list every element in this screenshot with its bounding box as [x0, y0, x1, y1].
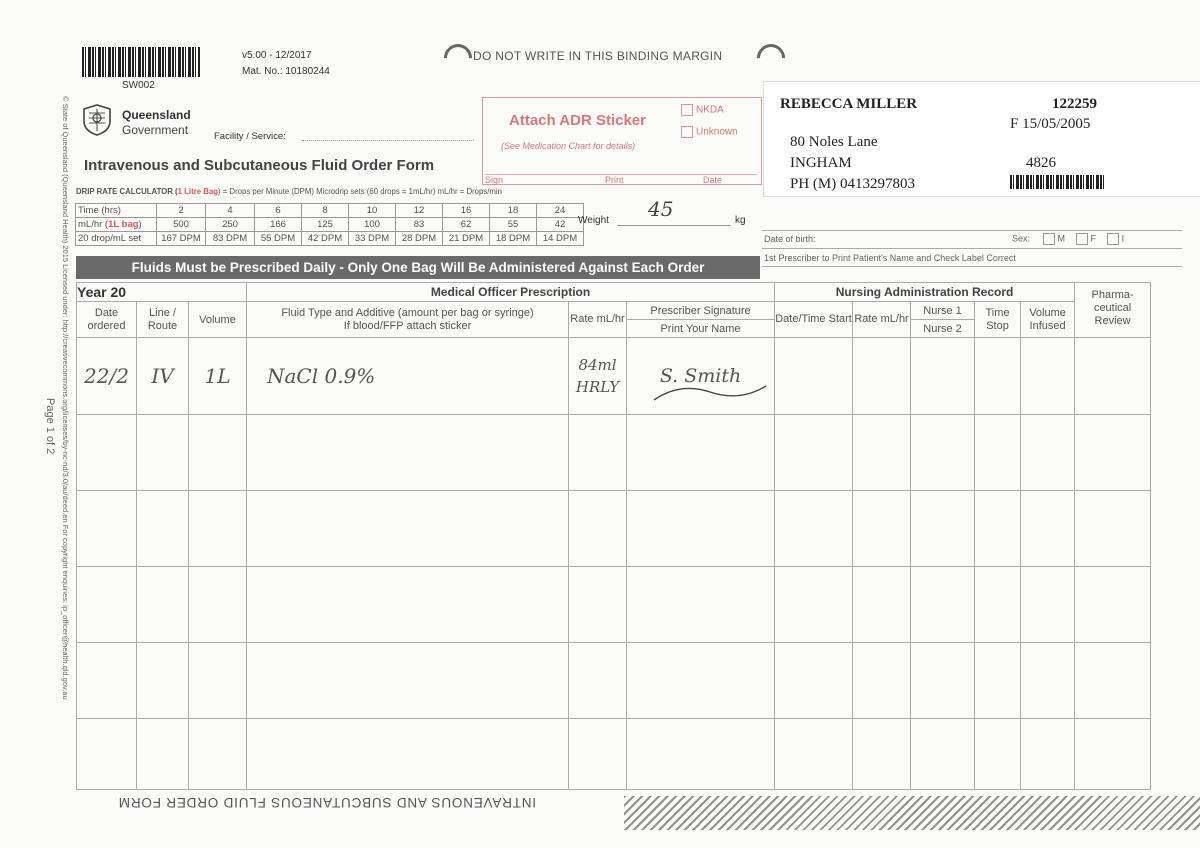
label-area-line-3: [762, 266, 1182, 267]
sex-m-label: M: [1057, 233, 1066, 244]
sex-i-box-icon[interactable]: [1107, 233, 1119, 245]
sex-label: Sex:: [1012, 233, 1031, 244]
order-fluid[interactable]: [247, 719, 569, 790]
drip-mlhr-cell: 42: [537, 218, 584, 232]
order-nurse-rate[interactable]: [853, 338, 911, 415]
order-nurses[interactable]: [911, 491, 975, 567]
binding-margin-text: DO NOT WRITE IN THIS BINDING MARGIN: [473, 49, 723, 63]
drip-hours-cell: 10: [349, 204, 396, 218]
nkda-box-icon: [681, 104, 693, 116]
drip-mlhr-label-a: mL/hr (: [78, 219, 109, 230]
drip-caption: [76, 187, 502, 196]
order-vol-infused[interactable]: [1021, 491, 1075, 567]
binding-arc-left-icon: [438, 38, 478, 78]
patient-name: REBECCA MILLER: [780, 96, 918, 112]
order-start[interactable]: [775, 491, 853, 567]
col-nurse-1: Nurse 1: [911, 302, 975, 320]
order-rate[interactable]: [569, 643, 627, 719]
col-fluid-type: Fluid Type and Additive (amount per bag or syringe) If blood/FFP attach sticker: [247, 302, 569, 338]
form-barcode: [82, 47, 200, 77]
binding-arc-right-icon: [751, 38, 791, 78]
order-date[interactable]: [77, 719, 137, 790]
page-number: Page 1 of 2: [44, 398, 56, 455]
order-fluid[interactable]: NaCl 0.9%: [247, 338, 569, 415]
adr-date-label: Date: [703, 175, 723, 185]
order-pharma[interactable]: [1075, 338, 1151, 415]
order-vol-infused[interactable]: [1021, 415, 1075, 491]
col-date-time-start: Date/Time Start: [775, 302, 853, 338]
gov-name-1: Queensland: [122, 108, 191, 122]
unknown-checkbox[interactable]: [681, 126, 738, 138]
patient-id: 122259: [1052, 96, 1097, 112]
binding-hatch-pattern: [624, 796, 1200, 830]
order-stop[interactable]: [975, 491, 1021, 567]
order-nurse-rate[interactable]: [853, 643, 911, 719]
drip-rate-table: [75, 203, 584, 246]
order-fluid[interactable]: [247, 567, 569, 643]
dob-label: Date of birth:: [764, 234, 816, 244]
fluid-order-table: [76, 282, 1151, 790]
order-route[interactable]: [137, 415, 189, 491]
signature-scribble-icon: [650, 352, 770, 408]
queensland-crest-icon: [80, 103, 114, 137]
col-volume: Volume: [189, 302, 247, 338]
weight-label: Weight: [578, 215, 609, 226]
order-row: [77, 719, 1151, 790]
order-nurse-rate[interactable]: [853, 415, 911, 491]
drip-hours-cell: 4: [206, 204, 255, 218]
drip-label-dpm: 20 drop/mL set: [76, 232, 157, 246]
sex-m-box-icon[interactable]: [1043, 233, 1055, 245]
nursing-record-header: Nursing Administration Record: [775, 283, 1075, 302]
order-vol-infused[interactable]: [1021, 338, 1075, 415]
order-date[interactable]: [77, 415, 137, 491]
order-fluid[interactable]: [247, 415, 569, 491]
col-nurse-2: Nurse 2: [911, 320, 975, 338]
order-rate[interactable]: [569, 415, 627, 491]
drip-dpm-cell: 18 DPM: [490, 232, 537, 246]
facility-field[interactable]: [302, 140, 474, 141]
order-start[interactable]: [775, 643, 853, 719]
sex-field[interactable]: [1012, 233, 1124, 245]
order-vol-infused[interactable]: [1021, 643, 1075, 719]
order-rate[interactable]: [569, 567, 627, 643]
adr-print-label: Print: [605, 175, 624, 185]
unknown-label: Unknown: [696, 126, 738, 138]
order-signature[interactable]: [627, 415, 775, 491]
nkda-label: NKDA: [696, 104, 724, 116]
order-route[interactable]: [137, 719, 189, 790]
drip-row-dpm: [76, 232, 584, 246]
order-signature[interactable]: [627, 643, 775, 719]
order-nurses[interactable]: [911, 338, 975, 415]
order-nurses[interactable]: [911, 567, 975, 643]
drip-label-hours: Time (hrs): [76, 204, 157, 218]
patient-city: INGHAM: [790, 155, 852, 171]
order-vol-infused[interactable]: [1021, 719, 1075, 790]
label-area-line-2: [762, 248, 1182, 249]
order-row: [77, 491, 1151, 567]
order-fluid[interactable]: [247, 643, 569, 719]
drip-dpm-cell: 14 DPM: [537, 232, 584, 246]
patient-sex-dob: F 15/05/2005: [1010, 116, 1091, 132]
weight-value: 45: [648, 197, 674, 221]
order-rate[interactable]: [569, 719, 627, 790]
order-nurse-rate[interactable]: [853, 491, 911, 567]
patient-postcode: 4826: [1026, 155, 1056, 171]
col-rate: Rate mL/hr: [569, 302, 627, 338]
drip-mlhr-cell: 83: [396, 218, 443, 232]
form-code: SW002: [122, 80, 155, 91]
order-volume[interactable]: [189, 491, 247, 567]
drip-mlhr-cell: 500: [157, 218, 206, 232]
order-nurse-rate[interactable]: [853, 567, 911, 643]
order-volume[interactable]: [189, 643, 247, 719]
order-stop[interactable]: [975, 643, 1021, 719]
order-start[interactable]: [775, 567, 853, 643]
drip-hours-cell: 8: [302, 204, 349, 218]
order-volume[interactable]: [189, 415, 247, 491]
order-date[interactable]: 22/2: [77, 338, 137, 415]
medical-officer-header: Medical Officer Prescription: [247, 283, 775, 302]
col-line-route: Line / Route: [137, 302, 189, 338]
order-signature[interactable]: [627, 491, 775, 567]
order-pharma[interactable]: [1075, 567, 1151, 643]
order-start[interactable]: [775, 338, 853, 415]
order-date[interactable]: [77, 643, 137, 719]
drip-dpm-cell: 33 DPM: [349, 232, 396, 246]
year-label: Year 20: [77, 283, 247, 302]
col-prescriber-signature: Prescriber Signature: [627, 302, 775, 320]
order-signature[interactable]: [627, 567, 775, 643]
drip-caption-red: 1 Litre Bag: [177, 187, 218, 196]
daily-prescribe-banner: Fluids Must be Prescribed Daily - Only One Bag Will Be Administered Against Each Order: [76, 256, 760, 279]
order-pharma[interactable]: [1075, 643, 1151, 719]
copyright-side-text: © State of Queensland (Queensland Health) 2015 Licensed under: http://creativecommons.org/licenses/by-nc-nd/3.0/au/deed.en For copyright enquiries: ip_officer@health.qld.gov.au: [61, 96, 70, 700]
adr-note: (See Medication Chart for details): [501, 141, 636, 151]
col-print-name: Print Your Name: [627, 320, 775, 338]
drip-dpm-cell: 28 DPM: [396, 232, 443, 246]
drip-row-hours: [76, 204, 584, 218]
order-date[interactable]: [77, 491, 137, 567]
drip-mlhr-label-b: ): [138, 219, 142, 230]
col-date-ordered: Date ordered: [77, 302, 137, 338]
order-date[interactable]: [77, 567, 137, 643]
drip-caption-b: ) = Drops per Minute (DPM) Microdrip sets (60 drops = 1mL/hr) mL/hr = Drops/min: [217, 187, 502, 196]
drip-dpm-cell: 83 DPM: [206, 232, 255, 246]
patient-address: 80 Noles Lane: [790, 134, 878, 150]
patient-phone: PH (M) 0413297803: [790, 176, 916, 192]
order-nurse-rate[interactable]: [853, 719, 911, 790]
drip-hours-cell: 24: [537, 204, 584, 218]
pharma-review-header: Pharma-ceutical Review: [1075, 283, 1151, 338]
sex-f-box-icon[interactable]: [1076, 233, 1088, 245]
drip-dpm-cell: 21 DPM: [443, 232, 490, 246]
order-row: [77, 415, 1151, 491]
sex-i-label: I: [1121, 233, 1125, 244]
order-route[interactable]: [137, 491, 189, 567]
form-title: Intravenous and Subcutaneous Fluid Order Form: [84, 157, 435, 174]
adr-sign-label: Sign: [485, 175, 504, 185]
order-stop[interactable]: [975, 415, 1021, 491]
drip-caption-a: DRIP RATE CALCULATOR (: [76, 187, 178, 196]
order-rate[interactable]: [569, 491, 627, 567]
drip-mlhr-cell: 125: [302, 218, 349, 232]
order-row: [77, 643, 1151, 719]
drip-mlhr-cell: 166: [255, 218, 302, 232]
order-start[interactable]: [775, 719, 853, 790]
order-pharma[interactable]: [1075, 719, 1151, 790]
patient-barcode: [1010, 175, 1106, 189]
order-volume[interactable]: [189, 719, 247, 790]
weight-field[interactable]: [617, 225, 731, 226]
version-text: v5.00 - 12/2017: [242, 50, 312, 61]
order-route[interactable]: [137, 643, 189, 719]
drip-hours-cell: 16: [443, 204, 490, 218]
drip-hours-cell: 6: [255, 204, 302, 218]
first-prescriber-note: 1st Prescriber to Print Patient's Name and Check Label Correct: [764, 253, 1016, 263]
order-rate-unit: HRLY: [575, 378, 620, 396]
order-row: [77, 338, 1151, 415]
table-header-row-1: [77, 283, 1151, 302]
order-vol-infused[interactable]: [1021, 567, 1075, 643]
drip-hours-cell: 12: [396, 204, 443, 218]
order-stop[interactable]: [975, 719, 1021, 790]
order-fluid[interactable]: [247, 491, 569, 567]
sex-f-label: F: [1090, 233, 1097, 244]
order-route[interactable]: [137, 567, 189, 643]
order-volume[interactable]: 1L: [189, 338, 247, 415]
drip-dpm-cell: 167 DPM: [157, 232, 206, 246]
table-header-row-2: [77, 302, 1151, 320]
order-start[interactable]: [775, 415, 853, 491]
order-route[interactable]: IV: [137, 338, 189, 415]
order-stop[interactable]: [975, 338, 1021, 415]
order-pharma[interactable]: [1075, 415, 1151, 491]
facility-label: Facility / Service:: [214, 131, 286, 142]
drip-label-mlhr: [76, 218, 157, 232]
order-pharma[interactable]: [1075, 491, 1151, 567]
col-time-stop: Time Stop: [975, 302, 1021, 338]
drip-mlhr-cell: 250: [206, 218, 255, 232]
order-nurses[interactable]: [911, 719, 975, 790]
order-volume[interactable]: [189, 567, 247, 643]
drip-mlhr-cell: 100: [349, 218, 396, 232]
drip-mlhr-label-red: 1L bag: [108, 219, 139, 230]
order-signature[interactable]: [627, 719, 775, 790]
mat-no-text: Mat. No.: 10180244: [242, 66, 330, 77]
adr-title: Attach ADR Sticker: [509, 112, 646, 129]
order-stop[interactable]: [975, 567, 1021, 643]
order-rate[interactable]: [569, 338, 627, 415]
patient-label: [764, 82, 1200, 196]
drip-dpm-cell: 42 DPM: [302, 232, 349, 246]
gov-name-2: Government: [122, 123, 189, 137]
adr-sticker-box[interactable]: [482, 97, 762, 185]
col-volume-infused: Volume Infused: [1021, 302, 1075, 338]
weight-unit: kg: [735, 215, 746, 226]
unknown-box-icon: [681, 126, 693, 138]
drip-mlhr-cell: 62: [443, 218, 490, 232]
mirrored-form-title: INTRAVENOUS AND SUBCUTANEOUS FLUID ORDER FORM: [118, 795, 537, 810]
drip-hours-cell: 18: [490, 204, 537, 218]
adr-sign-row: [485, 174, 757, 185]
drip-row-mlhr: [76, 218, 584, 232]
order-rate-value: 84ml: [578, 356, 617, 374]
col-nurse-rate: Rate mL/hr: [853, 302, 911, 338]
order-nurses[interactable]: [911, 415, 975, 491]
order-signature[interactable]: S. Smith: [627, 338, 775, 415]
label-area-lines: [762, 230, 1182, 231]
order-row: [77, 567, 1151, 643]
drip-mlhr-cell: 55: [490, 218, 537, 232]
nkda-checkbox[interactable]: [681, 104, 724, 116]
drip-hours-cell: 2: [157, 204, 206, 218]
drip-dpm-cell: 55 DPM: [255, 232, 302, 246]
order-nurses[interactable]: [911, 643, 975, 719]
